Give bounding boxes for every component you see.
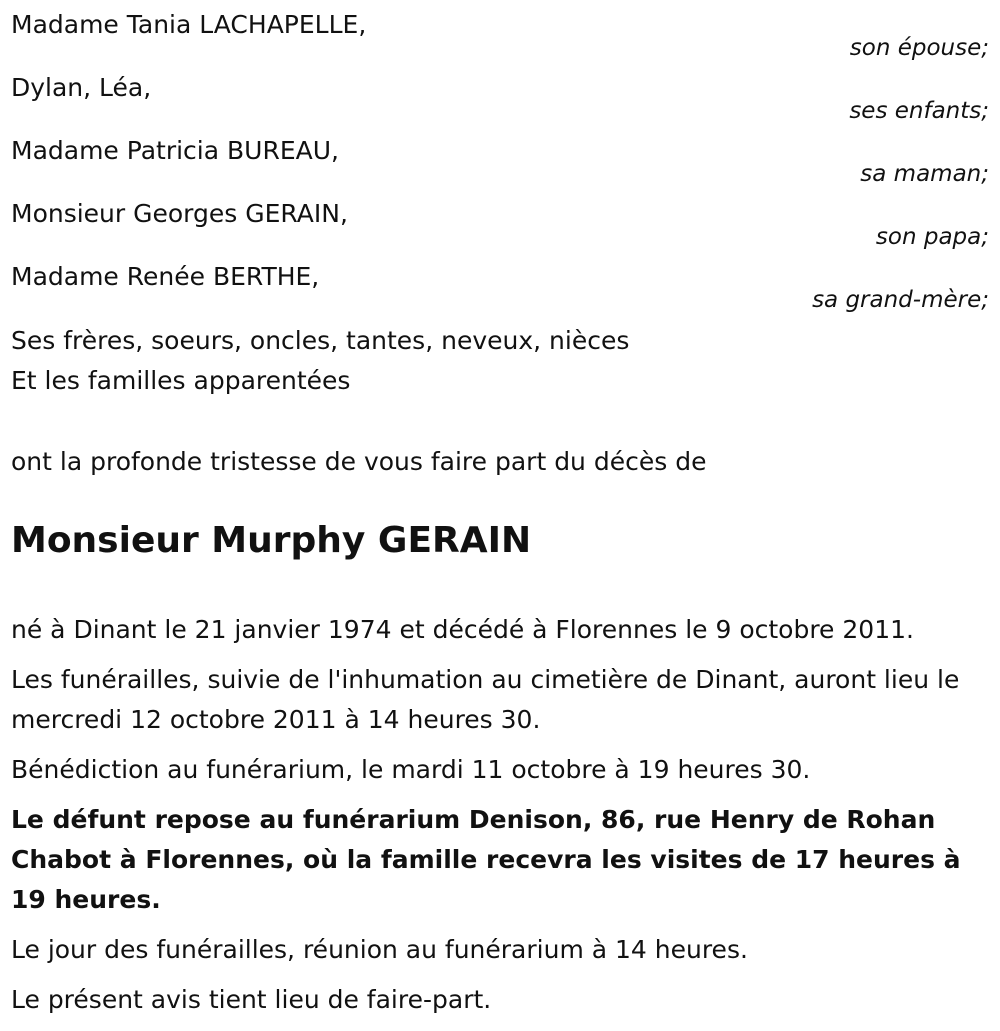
family-line: Et les familles apparentées	[11, 366, 351, 395]
visitation-info: Le défunt repose au funérarium Denison, 86, rue Henry de Rohan Chabot à Florennes, où la famille recevra les visites de 17 heures à 19 heures.	[11, 805, 961, 914]
relatives-list	[11, 7, 989, 322]
funeral-details	[11, 610, 986, 1030]
relative-role: son papa;	[875, 224, 989, 250]
relative-row	[11, 133, 989, 196]
gathering-info: Le jour des funérailles, réunion au funérarium à 14 heures.	[11, 935, 748, 964]
relative-row	[11, 259, 989, 322]
relative-row	[11, 70, 989, 133]
relative-role: ses enfants;	[849, 98, 989, 124]
relative-name: Madame Tania LACHAPELLE,	[11, 10, 367, 39]
relative-row	[11, 7, 989, 70]
family-line: Ses frères, soeurs, oncles, tantes, neveux, nièces	[11, 326, 630, 355]
announcement-intro: ont la profonde tristesse de vous faire part du décès de	[11, 447, 707, 476]
relative-name: Dylan, Léa,	[11, 73, 152, 102]
relative-name: Madame Renée BERTHE,	[11, 262, 320, 291]
funeral-info: Les funérailles, suivie de l'inhumation au cimetière de Dinant, auront lieu le mercredi 12 octobre 2011 à 14 heures 30.	[11, 665, 960, 734]
relative-name: Madame Patricia BUREAU,	[11, 136, 339, 165]
relative-name: Monsieur Georges GERAIN,	[11, 199, 348, 228]
relative-role: son épouse;	[849, 35, 989, 61]
extended-family	[11, 321, 629, 401]
closing-note: Le présent avis tient lieu de faire-part.	[11, 985, 492, 1014]
relative-row	[11, 196, 989, 259]
birth-death-line: né à Dinant le 21 janvier 1974 et décédé à Florennes le 9 octobre 2011.	[11, 615, 914, 644]
relative-role: sa maman;	[860, 161, 989, 187]
deceased-name: Monsieur Murphy GERAIN	[11, 520, 532, 561]
blessing-info: Bénédiction au funérarium, le mardi 11 octobre à 19 heures 30.	[11, 755, 811, 784]
relative-role: sa grand-mère;	[812, 287, 989, 313]
